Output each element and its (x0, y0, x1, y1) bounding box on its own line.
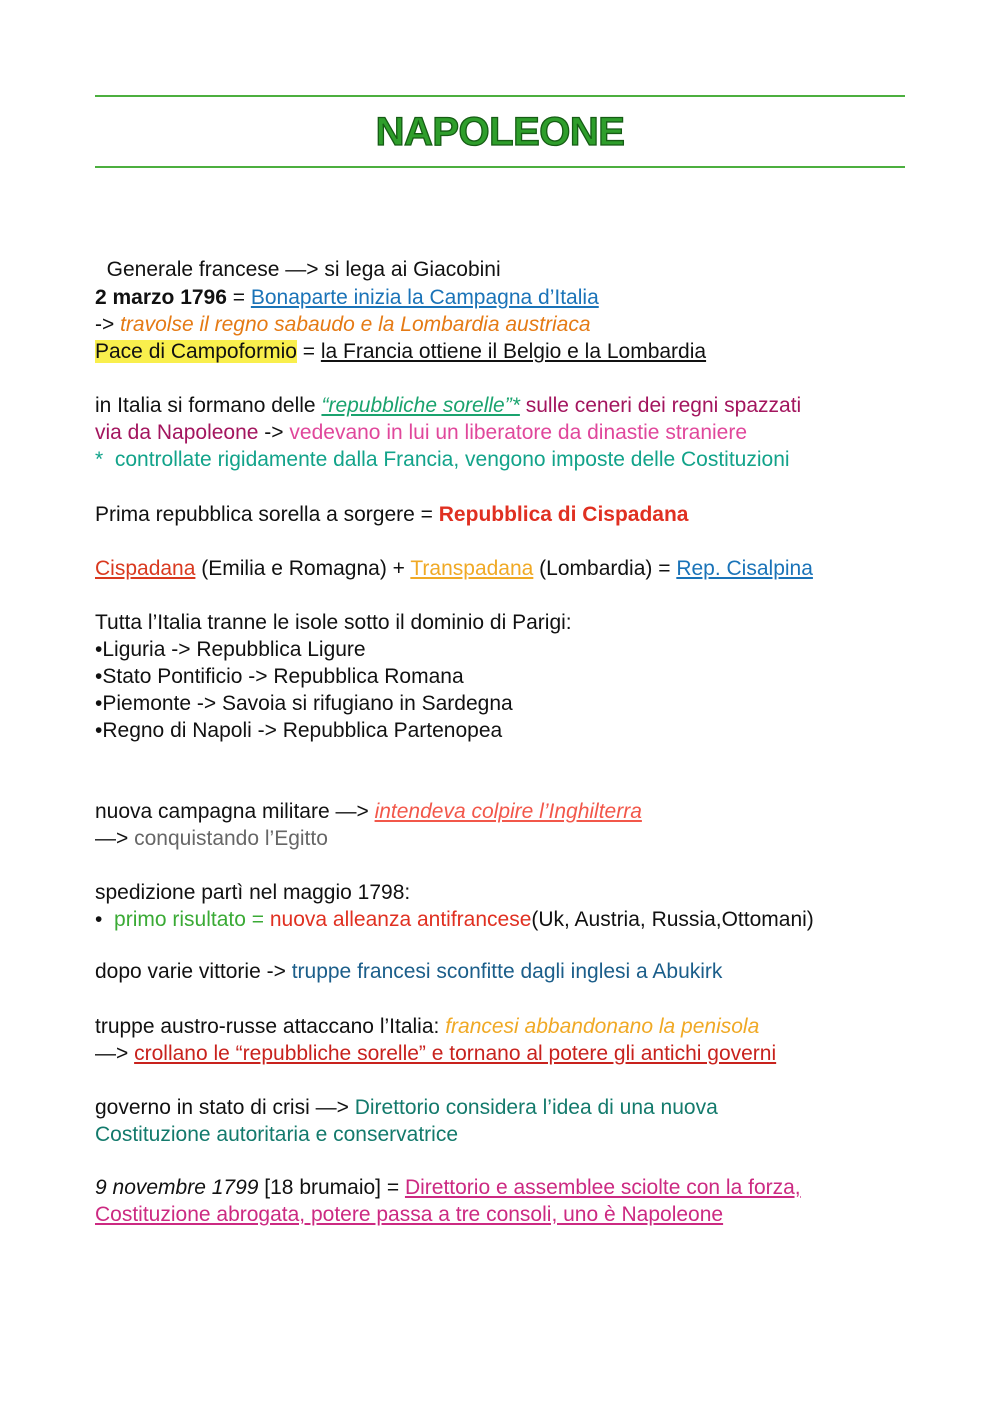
text-line (95, 229, 501, 283)
text-span: via da Napoleone (95, 421, 259, 444)
text-span: Bonaparte inizia la Campagna d’Italia (250, 286, 599, 309)
text-line (95, 825, 328, 852)
text-span: Transpadana (410, 557, 534, 580)
text-span: •Liguria -> Repubblica Ligure (95, 638, 366, 661)
date-span: 2 marzo 1796 (95, 286, 227, 309)
text-span: “repubbliche sorelle”* (321, 394, 520, 417)
text-line (95, 284, 599, 311)
arrow-span: —> (95, 827, 135, 850)
list-item (95, 636, 366, 663)
list-item (95, 663, 464, 690)
text-line (95, 311, 591, 338)
text-span: truppe austro-russe attaccano l’Italia: (95, 1015, 446, 1038)
arrow-span: -> (258, 421, 290, 444)
text-span: •Piemonte -> Savoia si rifugiano in Sardegna (95, 692, 513, 715)
text-span: Rep. Cisalpina (676, 557, 813, 580)
bottom-rule (95, 166, 905, 168)
page-title: NAPOLEONE (375, 110, 625, 154)
text-span: Prima repubblica sorella a sorgere = (95, 503, 439, 526)
text-span: •Stato Pontificio -> Repubblica Romana (95, 665, 464, 688)
text-span: (Uk, Austria, Russia,Ottomani) (531, 908, 814, 931)
text-span: Direttorio considera l’idea di una nuova (354, 1096, 718, 1119)
text-span: Costituzione autoritaria e conservatrice (95, 1123, 459, 1146)
arrow-span: -> (95, 313, 121, 336)
text-line (95, 1201, 723, 1228)
text-span: francesi abbandonano la penisola (445, 1015, 760, 1038)
text-span: = (296, 340, 321, 363)
text-span: intendeva colpire l’Inghilterra (374, 800, 642, 823)
text-span: truppe francesi sconfitte dagli inglesi a Abukirk (291, 960, 723, 983)
text-span: sulle ceneri dei regni spazzati (519, 394, 802, 417)
text-span: Tutta l’Italia tranne le isole sotto il dominio di Parigi: (95, 611, 572, 634)
text-line (95, 906, 814, 933)
text-line (95, 798, 642, 825)
text-line (95, 338, 706, 365)
text-span: (Emilia e Romagna) + (195, 557, 411, 580)
text-span: la Francia ottiene il Belgio e la Lombardia (320, 340, 707, 363)
list-item (95, 717, 502, 744)
text-span: Direttorio e assemblee sciolte con la forza, (404, 1176, 801, 1199)
top-rule (95, 95, 905, 97)
text-span: * controllate rigidamente dalla Francia, vengono imposte delle Costituzioni (95, 448, 790, 471)
text-line (95, 446, 790, 473)
text-line (95, 1013, 759, 1040)
text-span: nuova alleanza antifrancese (269, 908, 532, 931)
text-line (95, 1174, 801, 1201)
text-span: Generale francese —> si lega ai Giacobini (106, 258, 501, 281)
date-span: 9 novembre 1799 (95, 1176, 259, 1199)
text-span: in Italia si formano delle (95, 394, 322, 417)
list-item (95, 690, 513, 717)
text-span: vedevano in lui un liberatore da dinastie straniere (289, 421, 748, 444)
text-line (95, 392, 801, 419)
text-span: spedizione partì nel maggio 1798: (95, 881, 411, 904)
text-span: = (226, 286, 251, 309)
text-span: (Lombardia) = (533, 557, 677, 580)
text-span: conquistando l’Egitto (134, 827, 328, 850)
text-span: governo in stato di crisi —> (95, 1096, 355, 1119)
text-span: travolse il regno sabaudo e la Lombardia austriaca (120, 313, 591, 336)
text-line (95, 1040, 776, 1067)
text-span: Cispadana (95, 557, 196, 580)
arrow-span: —> (95, 1042, 135, 1065)
text-line (95, 501, 688, 528)
text-span: Costituzione abrogata, potere passa a tre consoli, uno è Napoleone (95, 1203, 724, 1226)
text-line (95, 419, 747, 446)
text-span: = (245, 908, 270, 931)
text-line (95, 1094, 718, 1121)
highlight-span: Pace di Campoformio (95, 340, 297, 363)
text-span: nuova campagna militare —> (95, 800, 375, 823)
text-span: dopo varie vittorie -> (95, 960, 292, 983)
text-line (95, 879, 410, 906)
text-line (95, 958, 722, 985)
text-span: crollano le “repubbliche sorelle” e tornano al potere gli antichi governi (134, 1042, 777, 1065)
bullet-span: • (95, 908, 115, 931)
text-span: primo risultato (114, 908, 246, 931)
text-line (95, 1121, 458, 1148)
text-span: [18 brumaio] = (258, 1176, 405, 1199)
text-line (95, 609, 572, 636)
text-line (95, 555, 813, 582)
text-span: •Regno di Napoli -> Repubblica Partenopea (95, 719, 503, 742)
text-span: Repubblica di Cispadana (438, 503, 689, 526)
